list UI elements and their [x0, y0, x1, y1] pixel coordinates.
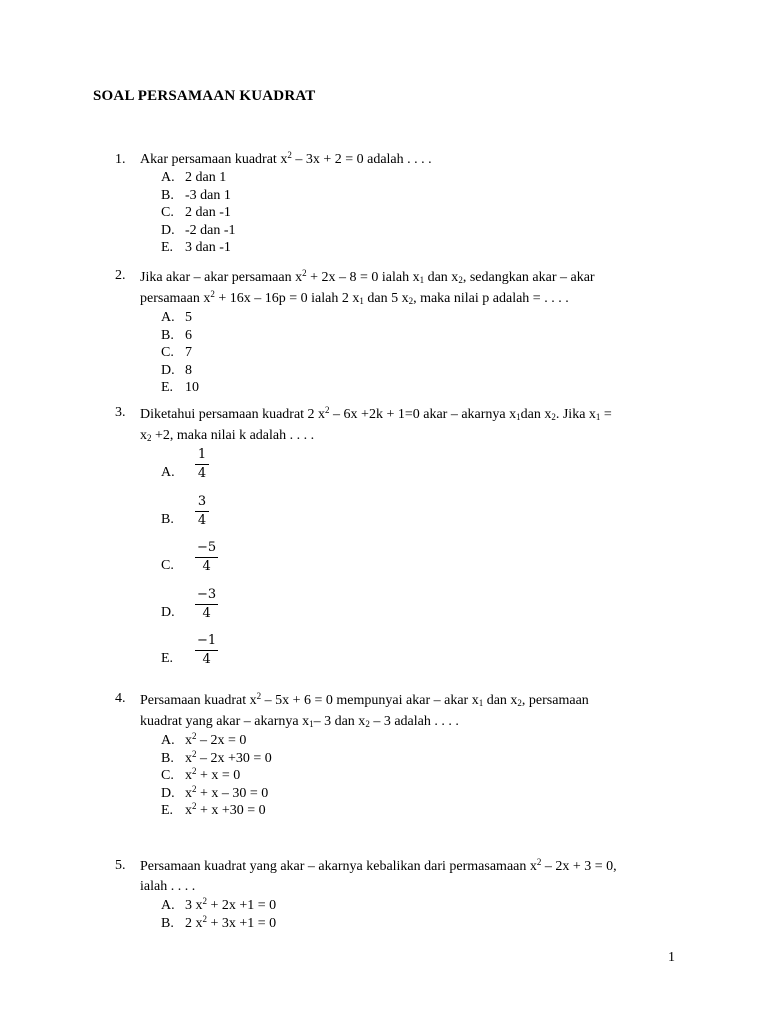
- question-3: [115, 404, 675, 680]
- fraction-numerator: 1: [195, 447, 209, 465]
- option-letter: D.: [161, 604, 175, 620]
- option-text: 6: [185, 327, 192, 343]
- superscript: 2: [325, 405, 330, 415]
- question-text: [140, 404, 675, 446]
- option-letter: C.: [161, 205, 174, 220]
- fraction-numerator: −5: [195, 540, 218, 558]
- option-letter: B.: [161, 327, 174, 343]
- text-segment: – 6x +2k + 1=0 akar – akarnya x: [329, 407, 517, 422]
- option-letter: E.: [161, 651, 174, 666]
- option-a: [161, 897, 675, 915]
- text-segment: – 2x + 3 = 0,: [541, 859, 617, 874]
- option-text: x: [185, 785, 192, 801]
- text-segment: dan 5 x: [363, 291, 409, 306]
- option-text: -2 dan -1: [185, 222, 236, 238]
- page-number: 1: [668, 950, 675, 965]
- options-list: [161, 732, 675, 820]
- option-text: 3 dan -1: [185, 240, 231, 255]
- subscript: 1: [359, 296, 364, 306]
- option-letter: A.: [161, 733, 175, 748]
- subscript: 2: [517, 698, 522, 708]
- subscript: 1: [516, 412, 521, 422]
- option-letter: B.: [161, 915, 174, 931]
- superscript: 2: [536, 857, 542, 867]
- text-segment: – 5x + 6 = 0 mempunyai akar – akar x: [261, 693, 479, 708]
- option-text: x: [185, 803, 192, 818]
- option-text: + x – 30 = 0: [196, 785, 269, 801]
- option-letter: D.: [161, 362, 175, 378]
- option-text: x: [185, 750, 192, 766]
- option-e: [161, 802, 675, 820]
- text-segment: dan x: [424, 270, 459, 285]
- option-letter: A.: [161, 898, 175, 913]
- option-text: x: [185, 733, 192, 748]
- text-segment: Persamaan kuadrat yang akar – akarnya kebalikan dari permasamaan x: [140, 859, 537, 874]
- text-segment: – 3 dan x: [313, 714, 366, 729]
- option-e: [161, 239, 675, 257]
- text-segment: , maka nilai p adalah = . . . .: [413, 291, 569, 306]
- question-text: [140, 857, 675, 897]
- fraction-denominator: 4: [197, 466, 207, 481]
- option-text: + 3x +1 = 0: [207, 915, 277, 931]
- option-text: -3 dan 1: [185, 187, 231, 203]
- subscript: 1: [478, 698, 484, 708]
- text-segment: . Jika x: [555, 407, 596, 422]
- text-segment: Diketahui persamaan kuadrat 2 x: [140, 407, 326, 422]
- question-line-2: [140, 288, 675, 309]
- option-e: [161, 633, 675, 680]
- text-segment: persamaan x: [140, 291, 211, 306]
- option-a: [161, 309, 675, 327]
- subscript: 1: [309, 719, 314, 729]
- option-c: [161, 767, 675, 785]
- option-d: [161, 785, 675, 803]
- option-letter: B.: [161, 511, 174, 527]
- question-number: 3.: [115, 405, 126, 420]
- option-a: [161, 732, 675, 750]
- option-text: 2 dan -1: [185, 205, 231, 220]
- fraction-denominator: 4: [197, 512, 207, 528]
- text-segment: , persamaan: [521, 693, 589, 708]
- question-line-2: [140, 711, 675, 732]
- subscript: 2: [147, 433, 152, 443]
- superscript: 2: [192, 731, 197, 741]
- option-text: + x +30 = 0: [196, 803, 266, 818]
- text-segment: + 2x – 8 = 0 ialah x: [306, 270, 420, 285]
- fraction: [195, 540, 218, 575]
- option-letter: E.: [161, 803, 174, 818]
- option-b: [161, 187, 675, 205]
- fraction-numerator: −1: [195, 633, 218, 651]
- question-text: [140, 151, 675, 169]
- option-e: [161, 379, 675, 397]
- text-segment: ialah . . . .: [140, 879, 196, 894]
- option-text: 3 x: [185, 898, 203, 913]
- text-segment: kuadrat yang akar – akarnya x: [140, 714, 310, 729]
- text-segment: Jika akar – akar persamaan x: [140, 270, 303, 285]
- option-c: [161, 344, 675, 362]
- text-segment: =: [600, 407, 612, 422]
- superscript: 2: [192, 801, 197, 811]
- option-a: [161, 447, 675, 494]
- text-segment: x: [140, 428, 147, 443]
- fraction: [195, 587, 218, 622]
- text-segment: +2, maka nilai k adalah . . . .: [151, 428, 315, 443]
- options-list: [161, 447, 675, 680]
- fraction-denominator: 4: [202, 605, 211, 621]
- options-list: [161, 897, 675, 932]
- superscript: 2: [210, 289, 215, 299]
- document-title: SOAL PERSAMAAN KUADRAT: [93, 88, 316, 104]
- text-segment: Akar persamaan kuadrat x: [140, 152, 288, 167]
- question-number: 2.: [115, 268, 126, 283]
- option-d: [161, 362, 675, 380]
- superscript: 2: [202, 913, 207, 924]
- option-letter: B.: [161, 187, 174, 203]
- superscript: 2: [287, 150, 292, 160]
- question-text: [140, 267, 675, 309]
- option-text: 2 x: [185, 915, 203, 931]
- superscript: 2: [302, 268, 307, 278]
- question-number: 4.: [115, 691, 126, 706]
- question-line-2: [140, 425, 675, 446]
- option-text: + x = 0: [196, 768, 241, 783]
- question-4: [115, 690, 675, 820]
- option-text: 2 dan 1: [185, 170, 227, 185]
- subscript: 1: [419, 275, 425, 285]
- question-text: [140, 690, 675, 732]
- fraction-numerator: 3: [195, 494, 209, 512]
- text-segment: dan x: [520, 407, 552, 422]
- subscript: 2: [365, 719, 370, 729]
- options-list: [161, 169, 675, 257]
- option-letter: B.: [161, 750, 174, 766]
- superscript: 2: [256, 691, 262, 701]
- option-letter: C.: [161, 558, 174, 573]
- text-segment: + 16x – 16p = 0 ialah 2 x: [214, 291, 360, 306]
- option-a: [161, 169, 675, 187]
- option-text: 5: [185, 310, 192, 325]
- option-letter: A.: [161, 310, 175, 325]
- option-letter: D.: [161, 785, 175, 801]
- text-segment: – 3x + 2 = 0 adalah . . . .: [291, 152, 432, 167]
- fraction-denominator: 4: [202, 652, 211, 667]
- fraction: [195, 633, 218, 668]
- option-c: [161, 540, 675, 587]
- option-b: [161, 750, 675, 768]
- option-text: 10: [185, 380, 199, 395]
- subscript: 2: [458, 275, 463, 285]
- text-segment: – 3 adalah . . . .: [369, 714, 459, 729]
- option-letter: A.: [161, 465, 175, 480]
- question-line-2: [140, 877, 675, 897]
- option-text: – 2x +30 = 0: [196, 750, 272, 766]
- question-line-1: [140, 267, 675, 288]
- option-d: [161, 587, 675, 634]
- superscript: 2: [192, 748, 197, 759]
- option-b: [161, 327, 675, 345]
- fraction: [195, 447, 209, 482]
- question-number: 1.: [115, 152, 126, 167]
- option-text: x: [185, 768, 192, 783]
- question-number: 5.: [115, 858, 126, 873]
- subscript: 2: [551, 412, 556, 422]
- option-letter: A.: [161, 170, 175, 185]
- superscript: 2: [192, 766, 197, 776]
- subscript: 1: [595, 412, 601, 422]
- text-segment: dan x: [483, 693, 518, 708]
- question-line-1: [140, 857, 675, 877]
- question-2: [115, 267, 675, 397]
- option-b: [161, 494, 675, 541]
- option-text: – 2x = 0: [196, 733, 247, 748]
- option-b: [161, 915, 675, 933]
- fraction: [195, 494, 209, 529]
- option-letter: D.: [161, 222, 175, 238]
- options-list: [161, 309, 675, 397]
- subscript: 2: [408, 296, 414, 306]
- option-letter: C.: [161, 768, 174, 783]
- superscript: 2: [202, 896, 207, 906]
- text-segment: Persamaan kuadrat x: [140, 693, 257, 708]
- option-text: 7: [185, 345, 192, 360]
- option-d: [161, 222, 675, 240]
- fraction-numerator: −3: [195, 587, 218, 605]
- option-c: [161, 204, 675, 222]
- question-line-1: [140, 404, 675, 425]
- question-5: [115, 857, 675, 932]
- question-line-1: [140, 690, 675, 711]
- option-letter: C.: [161, 345, 174, 360]
- fraction-denominator: 4: [202, 559, 211, 574]
- text-segment: , sedangkan akar – akar: [462, 270, 595, 285]
- option-text: + 2x +1 = 0: [207, 898, 277, 913]
- superscript: 2: [192, 783, 197, 794]
- question-1: [115, 151, 675, 257]
- option-text: 8: [185, 362, 192, 378]
- option-letter: E.: [161, 240, 174, 255]
- option-letter: E.: [161, 380, 174, 395]
